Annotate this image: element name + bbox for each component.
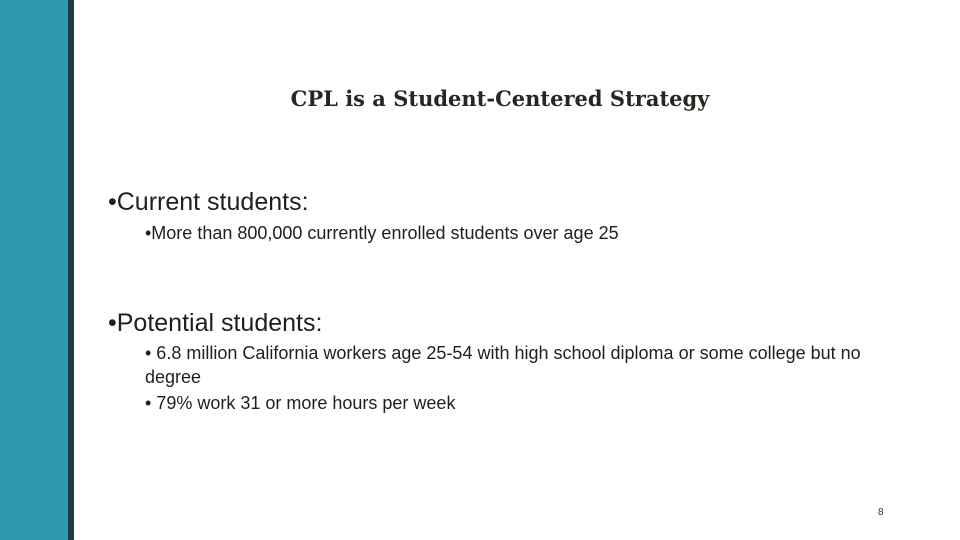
sub-bullet-work-hours: • 79% work 31 or more hours per week	[145, 393, 456, 413]
side-accent-bar	[0, 0, 68, 540]
sub-bullet-california-workers: • 6.8 million California workers age 25-54 with high school diploma or some college but no degree	[145, 343, 861, 387]
sub-bullet-enrolled-students: •More than 800,000 currently enrolled students over age 25	[145, 223, 619, 243]
bullet-potential-students: •Potential students:	[108, 309, 323, 337]
page-number: 8	[878, 507, 884, 518]
slide-title: CPL is a Student-Centered Strategy	[290, 86, 710, 111]
side-accent-line	[68, 0, 74, 540]
bullet-current-students: •Current students:	[108, 188, 309, 216]
